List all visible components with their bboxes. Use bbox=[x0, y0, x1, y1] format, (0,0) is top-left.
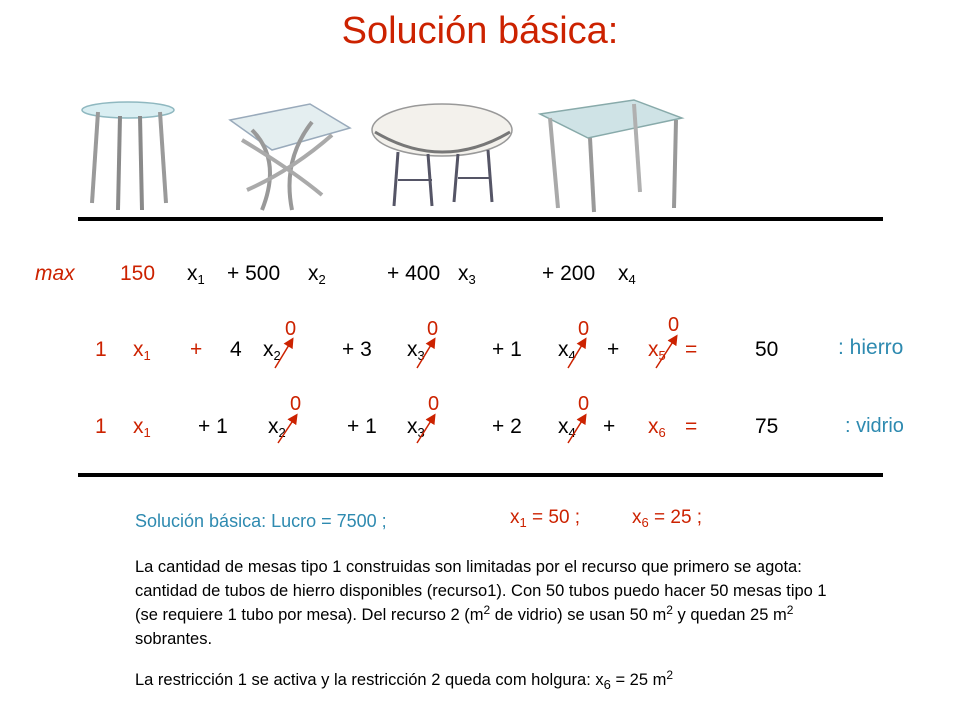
r2-equals: = bbox=[685, 415, 698, 438]
obj-coef-4: + 200 bbox=[542, 262, 596, 285]
solution-x1: $x_1 = 50$ ; bbox=[510, 507, 581, 530]
obj-coef-3: + 400 bbox=[387, 262, 441, 285]
r1-var-x4: $x_4$ bbox=[558, 338, 576, 363]
r2-var-x1: $x_1$ bbox=[133, 415, 151, 440]
r2-var-x3: $x_3$ bbox=[407, 415, 425, 440]
r1-resource-label: : hierro bbox=[838, 336, 904, 359]
r1-coef-1: 1 bbox=[95, 338, 107, 361]
strike-arrow-icon bbox=[417, 416, 434, 443]
strike-arrow-icon bbox=[568, 416, 585, 443]
r1-zero-x5: 0 bbox=[668, 314, 680, 336]
obj-var-x4: $x_4$ bbox=[618, 262, 636, 287]
r2-coef-1: 1 bbox=[95, 415, 107, 438]
strike-arrow-icon bbox=[278, 416, 296, 443]
obj-coef-2: + 500 bbox=[227, 262, 281, 285]
r2-rhs: 75 bbox=[755, 415, 779, 438]
explanation-paragraph: La cantidad de mesas tipo 1 construidas son limitadas por el recurso que primero se agota: cantidad de tubos de hierro disponibles (recurso1). Con 50 tubos puedo hacer 50 mesas tipo 1 (se requiere 1 tubo por mesa). Del recurso 2 ($m^2$ de vidrio) se usan 50 $m^2$ y quedan 25 $m^2$ sobrantes. bbox=[135, 558, 827, 648]
r1-var-x2: $x_2$ bbox=[263, 338, 281, 363]
strike-arrow-icon bbox=[656, 337, 676, 368]
r1-equals: = bbox=[685, 338, 698, 361]
r1-zero-x3: 0 bbox=[427, 318, 439, 340]
obj-var-x2: $x_2$ bbox=[308, 262, 326, 287]
r2-var-x2: $x_2$ bbox=[268, 415, 286, 440]
obj-var-x3: $x_3$ bbox=[458, 262, 476, 287]
strike-arrow-icon bbox=[417, 340, 434, 368]
bottom-divider bbox=[78, 473, 883, 477]
r1-var-x3: $x_3$ bbox=[407, 338, 425, 363]
r1-var-x1: $x_1$ bbox=[133, 338, 151, 363]
r2-plus-6: + bbox=[603, 415, 616, 438]
r1-var-x5: $x_5$ bbox=[648, 338, 666, 363]
r1-coef-3: + 3 bbox=[342, 338, 372, 361]
r2-coef-4: + 2 bbox=[492, 415, 522, 438]
r2-zero-x3: 0 bbox=[428, 393, 440, 415]
r2-zero-x4: 0 bbox=[578, 393, 590, 415]
r2-var-x4: $x_4$ bbox=[558, 415, 576, 440]
page-title: Solución básica: bbox=[341, 10, 619, 52]
r1-zero-x4: 0 bbox=[578, 318, 590, 340]
obj-var-x1: $x_1$ bbox=[187, 262, 205, 287]
r2-coef-3: + 1 bbox=[347, 415, 377, 438]
strike-arrow-icon bbox=[275, 340, 292, 368]
r1-coef-2: 4 bbox=[230, 338, 242, 361]
strike-arrow-icon bbox=[568, 340, 585, 368]
r2-coef-2: + 1 bbox=[198, 415, 228, 438]
max-label: max bbox=[35, 262, 75, 285]
solution-summary: Solución básica: Lucro = 7500 ; bbox=[135, 511, 387, 531]
obj-coef-1: 150 bbox=[120, 262, 156, 285]
r1-plus-1: + bbox=[190, 338, 203, 361]
restriction-note: La restricción 1 se activa y la restricción 2 queda com holgura: $x_6 = 25$ $m^2$ bbox=[135, 668, 674, 692]
r1-rhs: 50 bbox=[755, 338, 779, 361]
r1-coef-4: + 1 bbox=[492, 338, 522, 361]
solution-x6: $x_6 = 25$ ; bbox=[632, 507, 703, 530]
r2-var-x6: $x_6$ bbox=[648, 415, 666, 440]
r1-zero-x2: 0 bbox=[285, 318, 297, 340]
r1-plus-5: + bbox=[607, 338, 620, 361]
r2-zero-x2: 0 bbox=[290, 393, 302, 415]
r2-resource-label: : vidrio bbox=[845, 415, 904, 437]
